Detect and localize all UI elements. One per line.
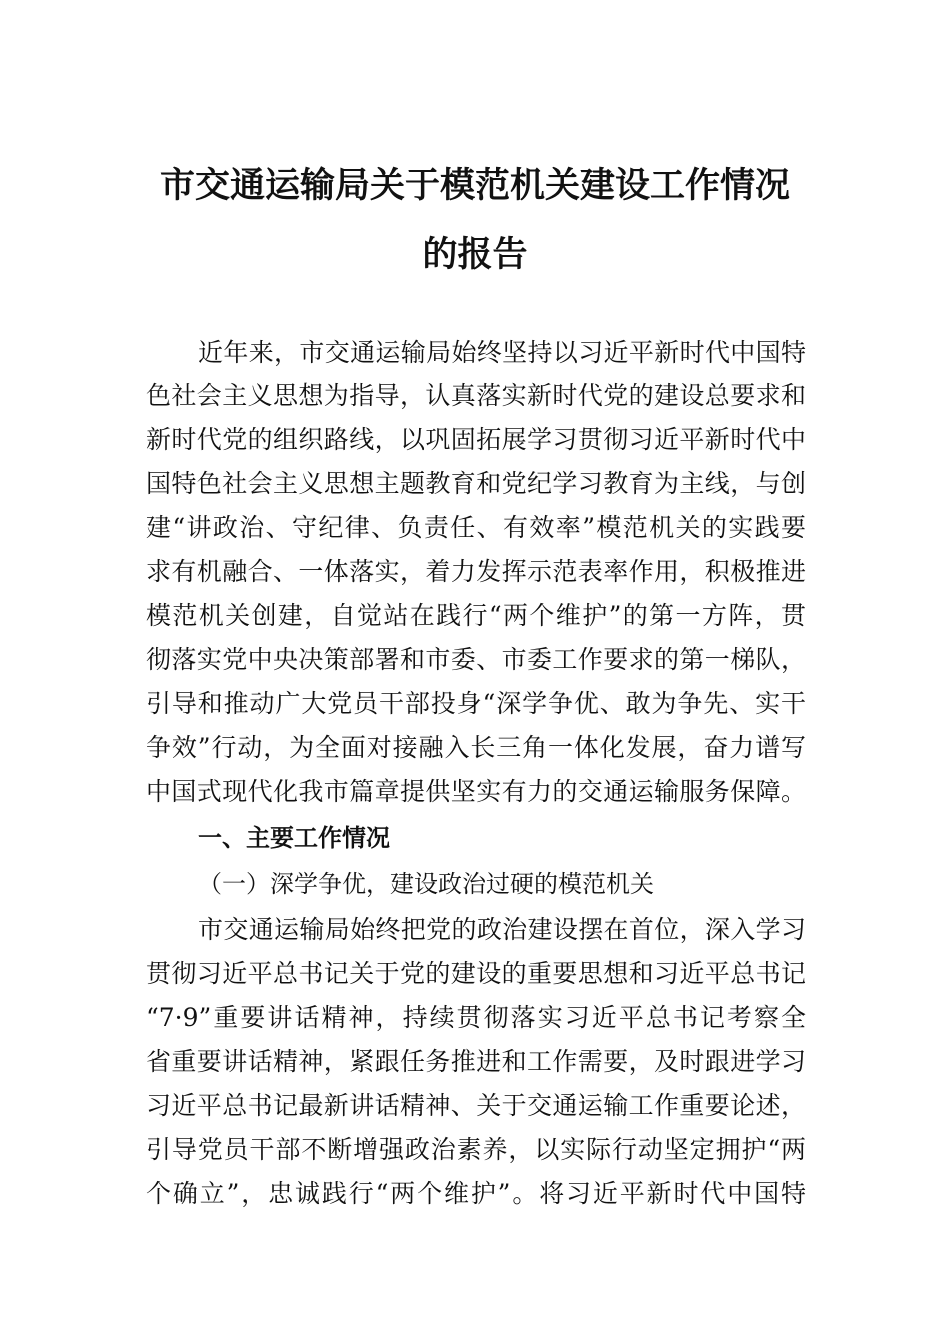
document-title-line-2: 的报告 xyxy=(422,234,528,275)
intro-line: 彻落实党中央决策部署和市委、市委工作要求的第一梯队， xyxy=(146,645,806,674)
intro-line: 新时代党的组织路线，以巩固拓展学习贯彻习近平新时代中 xyxy=(146,425,806,454)
body-line: 个确立”，忠诚践行“两个维护”。将习近平新时代中国特 xyxy=(146,1179,806,1208)
body-line: 引导党员干部不断增强政治素养，以实际行动坚定拥护“两 xyxy=(146,1135,806,1164)
intro-line: 引导和推动广大党员干部投身“深学争优、敢为争先、实干 xyxy=(146,689,806,718)
intro-line: 中国式现代化我市篇章提供坚实有力的交通运输服务保障。 xyxy=(146,777,806,806)
document-title-line-1: 市交通运输局关于模范机关建设工作情况 xyxy=(159,165,790,206)
body-line: “7·9”重要讲话精神，持续贯彻落实习近平总书记考察全 xyxy=(146,1003,806,1032)
section-subheading: （一）深学争优，建设政治过硬的模范机关 xyxy=(198,870,654,898)
body-line: 市交通运输局始终把党的政治建设摆在首位，深入学习 xyxy=(198,915,806,944)
intro-line: 国特色社会主义思想主题教育和党纪学习教育为主线，与创 xyxy=(146,469,806,498)
intro-line: 色社会主义思想为指导，认真落实新时代党的建设总要求和 xyxy=(146,381,806,410)
intro-line: 争效”行动，为全面对接融入长三角一体化发展，奋力谱写 xyxy=(146,733,806,762)
intro-line: 模范机关创建，自觉站在践行“两个维护”的第一方阵，贯 xyxy=(146,601,806,630)
intro-line: 近年来，市交通运输局始终坚持以习近平新时代中国特 xyxy=(198,338,806,367)
section-heading: 一、主要工作情况 xyxy=(198,824,390,852)
body-line: 贯彻习近平总书记关于党的建设的重要思想和习近平总书记 xyxy=(146,959,806,988)
body-line: 习近平总书记最新讲话精神、关于交通运输工作重要论述， xyxy=(146,1091,806,1120)
intro-line: 建“讲政治、守纪律、负责任、有效率”模范机关的实践要 xyxy=(146,513,806,542)
body-line: 省重要讲话精神，紧跟任务推进和工作需要，及时跟进学习 xyxy=(146,1047,806,1076)
intro-line: 求有机融合、一体落实，着力发挥示范表率作用，积极推进 xyxy=(146,557,806,586)
